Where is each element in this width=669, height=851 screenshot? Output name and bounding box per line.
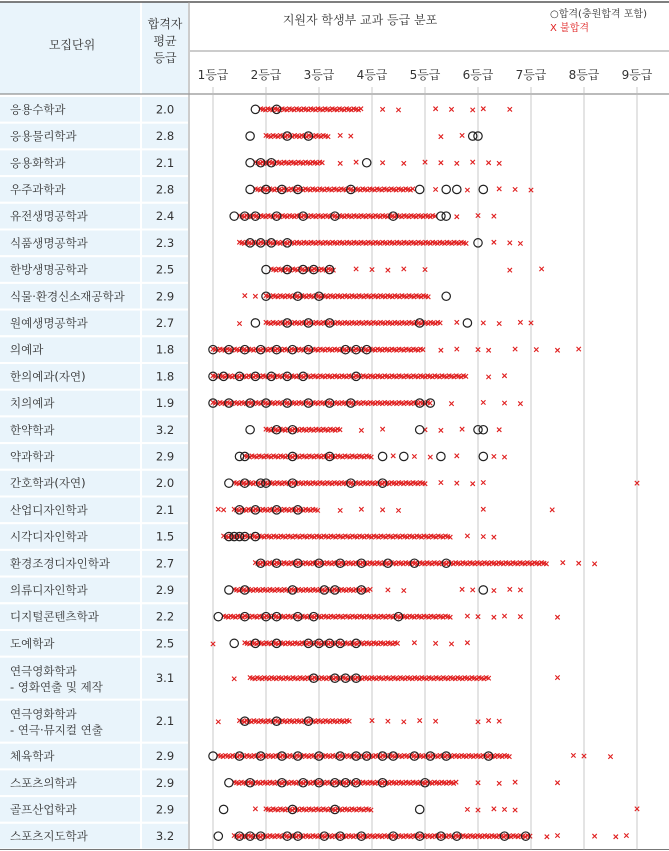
dept-name: 체육학과 [10,749,55,764]
fail-mark [428,455,432,459]
fail-mark [497,719,501,723]
fail-mark [433,187,437,191]
pass-mark [416,805,424,813]
pass-mark [246,426,254,434]
pass-mark [363,159,371,167]
fail-mark [508,107,512,111]
fail-mark [439,480,443,484]
avg-grade: 1.9 [155,396,175,411]
avg-grade: 2.0 [155,476,175,491]
fail-mark [338,133,342,137]
dept-name: 식품생명공학과 [10,235,88,250]
x-tick-label: 7등급 [515,68,547,82]
fail-mark [402,267,406,271]
dept-name: 응용수학과 [10,102,66,117]
fail-mark [624,833,628,837]
pass-mark [246,132,254,140]
x-tick-label: 3등급 [303,68,335,82]
fail-mark [561,560,565,564]
avg-grade: 1.5 [155,529,175,544]
avg-grade: 1.8 [155,342,175,357]
dept-name: 스포츠의학과 [10,775,77,790]
pass-mark [225,479,233,487]
pass-mark [479,426,487,434]
fail-mark [481,534,485,538]
fail-mark [391,454,395,458]
avg-header-line-1: 합격자 [147,17,183,31]
x-tick-label: 8등급 [568,68,600,82]
fail-mark [412,454,416,458]
fail-mark [465,807,469,811]
fail-mark [402,588,406,592]
fail-mark [513,347,517,351]
fail-mark [577,347,581,351]
fail-mark [354,160,358,164]
pass-mark [230,639,238,647]
pass-mark [479,452,487,460]
fail-mark [354,267,358,271]
fail-mark [555,675,559,679]
fail-mark [455,215,459,219]
dept-name: 한의예과(자연) [10,369,86,384]
fail-mark [555,348,559,352]
fail-mark [380,427,384,431]
x-tick-label: 2등급 [250,68,282,82]
fail-mark [402,720,406,724]
fail-mark [534,347,538,351]
legend-pass: ○합격(충원합격 포함) [550,9,647,20]
fail-mark [460,427,464,431]
fail-mark [449,107,453,111]
fail-mark [481,321,485,325]
avg-grade: 2.9 [155,289,175,304]
fail-mark [455,161,459,165]
avg-grade: 2.7 [155,556,175,571]
fail-mark [380,508,384,512]
fail-mark [508,241,512,245]
fail-mark [550,508,554,512]
fail-mark [497,781,501,785]
avg-grade: 2.9 [155,582,175,597]
fail-mark [545,835,549,839]
pass-mark [479,185,487,193]
dept-name: 식물·환경신소재공학과 [10,289,125,304]
pass-mark [437,452,445,460]
fail-mark [216,720,220,724]
fail-mark [502,807,506,811]
avg-header-line-3: 등급 [153,51,177,65]
avg-grade: 3.1 [155,671,175,686]
x-tick-label: 6등급 [462,68,494,82]
fail-mark [455,320,459,324]
fail-mark [460,133,464,137]
fail-mark [508,268,512,272]
dept-name: 의예과 [10,342,44,357]
chart-title: 지원자 학생부 교과 등급 분포 [282,13,438,27]
pass-mark [463,319,471,327]
avg-grade: 2.5 [155,636,175,651]
fail-mark [253,294,257,298]
fail-mark [433,641,437,645]
fail-mark [471,108,475,112]
fail-mark [518,588,522,592]
fail-mark [518,401,522,405]
dept-name: 응용화학과 [10,155,66,170]
fail-mark [386,588,390,592]
fail-mark [481,400,485,404]
avg-grade: 2.8 [155,182,175,197]
fail-mark [571,753,575,757]
fail-mark [449,401,453,405]
dept-name: 간호학과(자연) [10,476,86,491]
fail-mark [386,268,390,272]
fail-mark [513,187,517,191]
fail-mark [508,587,512,591]
fail-mark [577,561,581,565]
fail-mark [502,374,506,378]
fail-mark [349,134,353,138]
fail-mark [338,161,342,165]
fail-mark [449,642,453,646]
pass-mark [225,779,233,787]
fail-mark [465,614,469,618]
fail-mark [497,161,501,165]
dept-name: 치의예과 [10,396,55,411]
dept-name: 골프산업학과 [10,802,77,817]
fail-mark [412,641,416,645]
fail-mark [486,718,490,722]
fail-mark [460,587,464,591]
fail-mark [396,508,400,512]
fail-mark [492,240,496,244]
fail-mark [592,562,596,566]
dept-name: 한방생명공학과 [10,262,88,277]
fail-mark [518,241,522,245]
pass-mark [214,832,222,840]
pass-mark [400,452,408,460]
fail-mark [492,615,496,619]
dept-name: 연극영화학과 [10,707,77,722]
pass-mark [416,185,424,193]
pass-mark [225,586,233,594]
fail-mark [481,480,485,484]
dept-name: 원예생명공학과 [10,315,88,330]
fail-mark [518,614,522,618]
fail-mark [386,719,390,723]
dept-name: 연극영화학과 [10,664,77,679]
pass-mark [214,612,222,620]
avg-grade: 2.1 [155,502,175,517]
fail-mark [492,454,496,458]
fail-mark [380,161,384,165]
fail-mark [492,535,496,539]
fail-mark [433,107,437,111]
dept-name: 도예학과 [10,636,55,651]
fail-mark [253,807,257,811]
fail-mark [380,107,384,111]
fail-mark [216,507,220,511]
dept-name: 유전생명공학과 [10,209,88,224]
fail-mark [471,588,475,592]
fail-mark [502,614,506,618]
dept-name: 우주과학과 [10,182,66,197]
fail-mark [497,187,501,191]
fail-mark [492,214,496,218]
x-tick-label: 9등급 [621,68,653,82]
pass-mark [219,805,227,813]
avg-grade: 2.5 [155,262,175,277]
pass-mark [378,452,386,460]
fail-mark [481,507,485,511]
fail-mark [486,375,490,379]
fail-mark [232,677,236,681]
fail-mark [614,835,618,839]
fail-mark [439,134,443,138]
pass-mark [251,105,259,113]
fail-mark [465,188,469,192]
fail-mark [592,834,596,838]
fail-mark [555,615,559,619]
pass-mark [442,185,450,193]
dept-name: 약과학과 [10,449,55,464]
fail-mark [518,320,522,324]
fail-mark [465,534,469,538]
fail-mark [439,428,443,432]
fail-mark [433,719,437,723]
fail-mark [608,754,612,758]
fail-mark [359,428,363,432]
avg-header-bg [142,2,188,94]
avg-grade: 2.9 [155,775,175,790]
dept-name: 스포츠지도학과 [10,829,88,844]
fail-mark [486,161,490,165]
fail-mark [497,428,501,432]
fail-mark [539,267,543,271]
fail-mark [439,348,443,352]
dept-name: 응용물리학과 [10,129,77,144]
avg-grade: 2.9 [155,449,175,464]
fail-mark [502,455,506,459]
avg-grade: 3.2 [155,422,175,437]
fail-mark [471,482,475,486]
avg-grade: 3.2 [155,829,175,844]
x-tick-label: 1등급 [197,68,229,82]
fail-mark [243,293,247,297]
fail-mark [497,321,501,325]
avg-grade: 2.9 [155,802,175,817]
x-tick-label: 5등급 [409,68,441,82]
fail-mark [402,161,406,165]
pass-mark [479,586,487,594]
avg-grade: 2.8 [155,129,175,144]
dept-subname: - 영화연출 및 제작 [10,680,103,695]
pass-mark [251,319,259,327]
dept-name: 산업디자인학과 [10,502,88,517]
dept-name: 디지털콘텐츠학과 [10,609,99,624]
fail-mark [439,161,443,165]
fail-mark [221,508,225,512]
unit-column-header: 모집단위 [48,38,96,52]
avg-grade: 2.3 [155,235,175,250]
fail-mark [396,108,400,112]
pass-mark [442,292,450,300]
legend-fail: X 불합격 [550,23,590,34]
pass-mark [416,426,424,434]
fail-mark [502,401,506,405]
dept-name: 환경조경디자인학과 [10,556,110,571]
avg-header-line-2: 평균 [153,34,177,48]
avg-grade: 2.1 [155,155,175,170]
fail-mark [418,718,422,722]
avg-grade: 2.7 [155,315,175,330]
dept-subname: - 연극·뮤지컬 연출 [10,723,103,738]
x-tick-label: 4등급 [356,68,388,82]
fail-mark [471,160,475,164]
fail-mark [555,781,559,785]
fail-mark [465,641,469,645]
pass-mark [230,212,238,220]
fail-mark [455,347,459,351]
fail-mark [513,808,517,812]
fail-mark [359,507,363,511]
avg-grade: 2.9 [155,749,175,764]
fail-mark [481,107,485,111]
fail-mark [455,481,459,485]
fail-mark [237,321,241,325]
fail-mark [492,588,496,592]
avg-grade: 2.4 [155,209,175,224]
avg-grade: 1.8 [155,369,175,384]
fail-mark [486,348,490,352]
pass-mark [453,185,461,193]
dept-name: 한약학과 [10,422,55,437]
pass-mark [442,212,450,220]
fail-mark [492,807,496,811]
pass-mark [246,159,254,167]
fail-mark [455,454,459,458]
dept-name: 의류디자인학과 [10,582,88,597]
fail-mark [338,508,342,512]
pass-mark [246,185,254,193]
fail-mark [513,780,517,784]
fail-mark [555,833,559,837]
avg-grade: 2.0 [155,102,175,117]
avg-grade: 2.2 [155,609,175,624]
dept-name: 시각디자인학과 [10,529,88,544]
avg-grade: 2.1 [155,714,175,729]
